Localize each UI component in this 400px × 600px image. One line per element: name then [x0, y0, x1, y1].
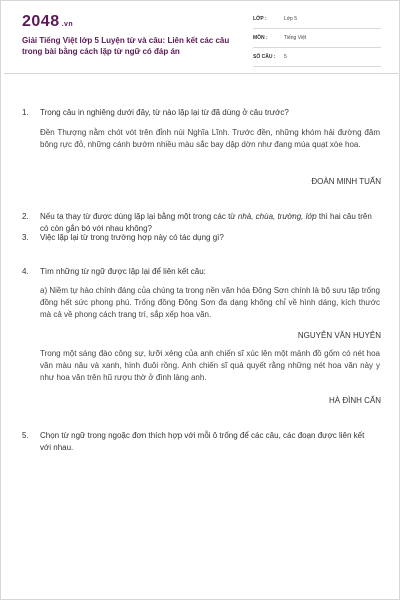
question-text: Chọn từ ngữ trong ngoặc đơn thích hợp với mỗi ô trống để các câu, các đoạn được liên kết với nhau. — [40, 431, 365, 452]
meta-row-count — [253, 51, 381, 67]
question-number: 1. — [22, 108, 29, 117]
header — [1, 1, 400, 73]
logo-suffix: .vn — [61, 21, 74, 28]
question-number: 3. — [22, 233, 29, 242]
author-1: ĐOÀN MINH TUẤN — [311, 177, 381, 186]
passage-4b: Trong một sáng đào công sự, lưỡi xẻng của anh chiến sĩ xúc lên một mảnh đồ gốm có nét hoa văn màu nâu và xanh, hình đuôi rồng. Anh chiến sĩ quả quyết rằng những nét hoa văn này y như hoa văn trên hũ rượu thờ ở đình làng anh. — [40, 349, 380, 382]
meta-label: LỚP : — [253, 16, 267, 22]
header-divider — [4, 73, 398, 74]
meta-value: 5 — [284, 54, 287, 60]
passage-4a: a) Niềm tự hào chính đáng của chúng ta trong nền văn hóa Đông Sơn chính là bộ sưu tập trống đồng hết sức phong phú. Trống đồng Đông Sơn đa dạng không chỉ về hình dáng, kích thước mà cả về phong cách trang trí, sắp xếp hoa văn. — [40, 286, 380, 319]
question-text: Việc lặp lại từ trong trường hợp này có tác dụng gì? — [40, 233, 224, 242]
meta-label: SỐ CÂU : — [253, 54, 276, 60]
author-4a: NGUYỄN VĂN HUYÊN — [297, 331, 381, 340]
meta-value: Lớp 5 — [284, 16, 298, 22]
question-text: Trong câu in nghiêng dưới đây, từ nào lặp lại từ đã dùng ở câu trước? — [40, 108, 289, 117]
question-number: 4. — [22, 267, 29, 276]
meta-row-subject — [253, 32, 381, 48]
meta-table — [253, 13, 381, 70]
italic-words: nhà, chùa, trường, lớp — [237, 212, 317, 221]
logo-text: 2048 — [22, 13, 60, 30]
meta-row-class — [253, 13, 381, 29]
site-logo[interactable] — [22, 13, 73, 31]
passage-1: Đền Thượng nằm chót vót trên đỉnh núi Nghĩa Lĩnh. Trước đền, những khóm hải đường đâm bông rực đỏ, những cánh bướm nhiều màu sắc bay dập dờn như đang múa quạt xòe hoa. — [40, 128, 380, 149]
meta-label: MÔN : — [253, 35, 268, 41]
question-number: 2. — [22, 212, 29, 221]
question-text: Tìm những từ ngữ được lặp lại để liên kết câu: — [40, 267, 206, 276]
page-title: Giải Tiếng Việt lớp 5 Luyện từ và câu: Liên kết các câu trong bài bằng cách lặp từ ngữ có đáp án — [22, 36, 230, 56]
meta-value: Tiếng Việt — [284, 35, 307, 41]
question-text: Nếu ta thay từ được dùng lặp lại bằng một trong các từ nhà, chùa, trường, lớp thì hai câu trên có còn gắn bó với nhau không? — [40, 212, 372, 233]
question-number: 5. — [22, 431, 29, 440]
author-4b: HÀ ĐÌNH CẨN — [328, 396, 381, 405]
